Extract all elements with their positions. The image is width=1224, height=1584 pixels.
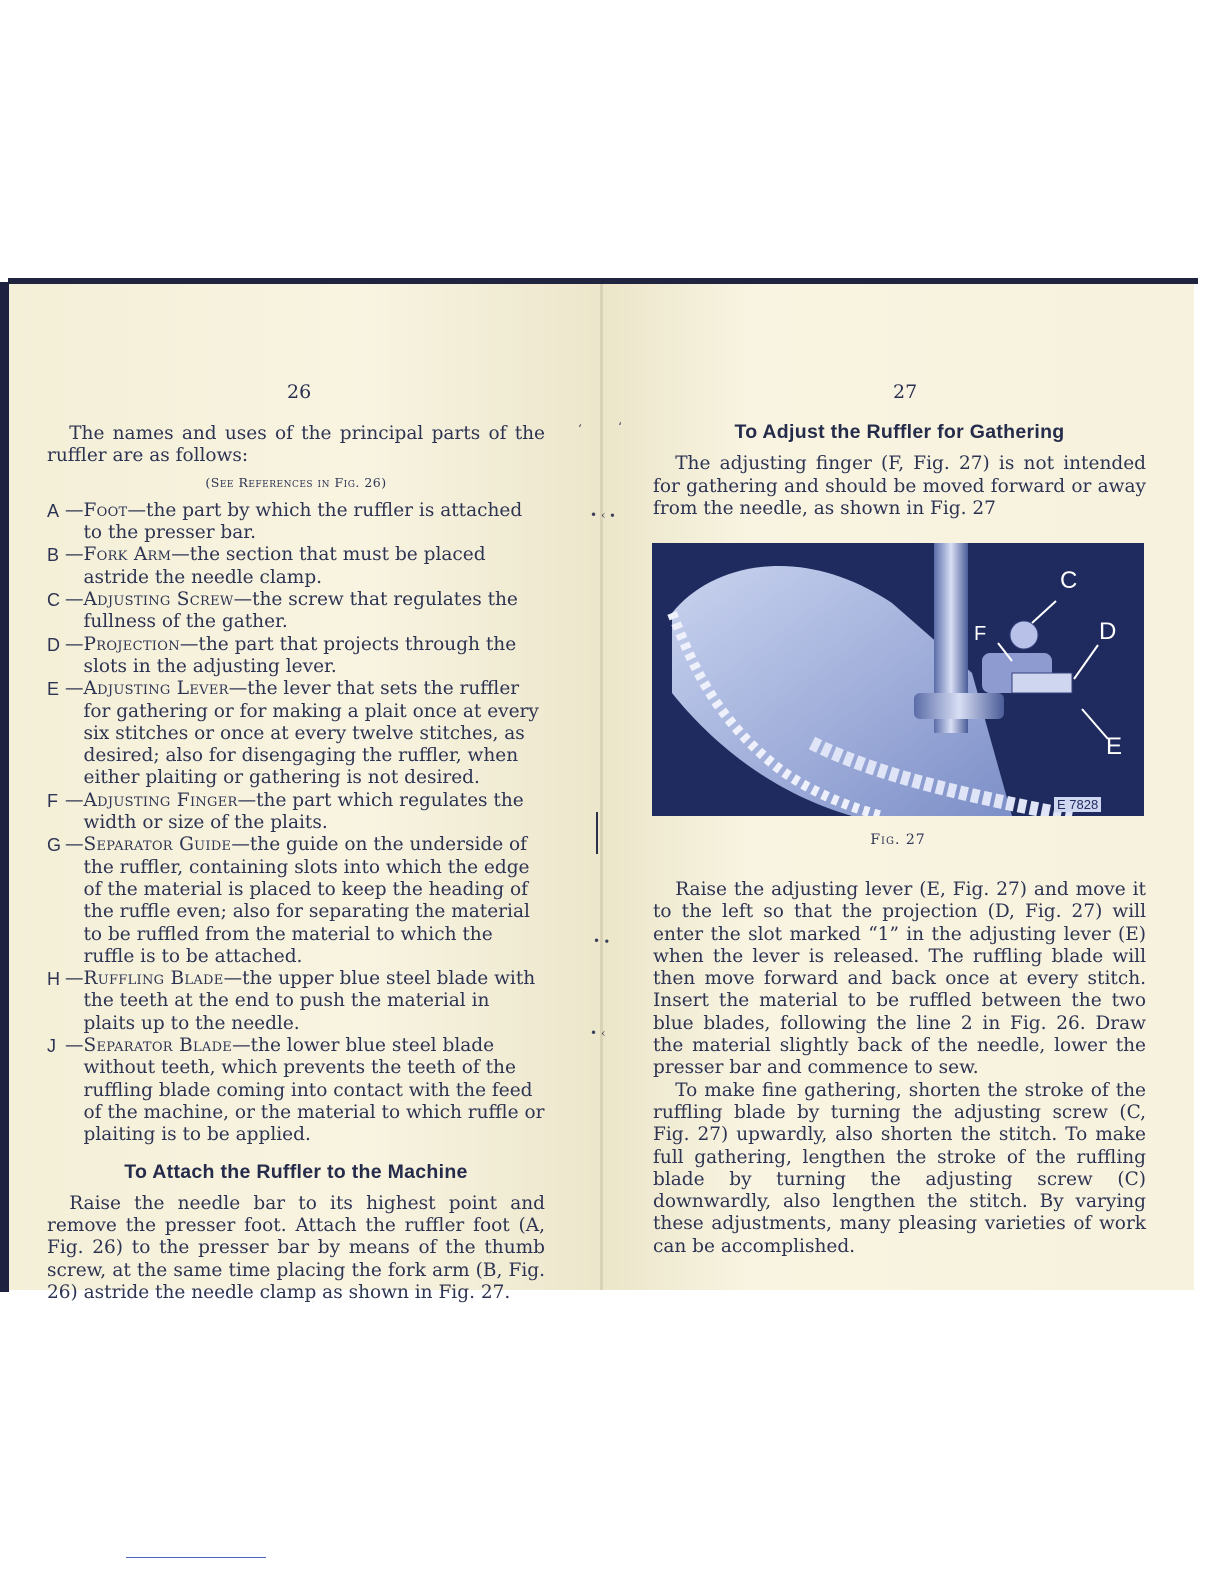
part-term: Fork Arm	[83, 544, 172, 566]
adjusting-screw	[1010, 621, 1038, 649]
attach-paragraph: Raise the needle bar to its highest point and remove the presser foot. Attach the ruffler foot (A, Fig. 26) to the presser bar by means of the thumb screw, at the same time placing the fork arm (B, Fig. 26) astride the needle clamp as shown in Fig. 27.	[47, 1192, 545, 1303]
gutter-line	[596, 812, 598, 854]
left-page-text	[47, 423, 545, 1304]
part-description: the section that must be placed astride the needle clamp.	[83, 544, 486, 588]
bottom-underline	[126, 1557, 266, 1558]
part-term: Ruffling Blade	[83, 968, 224, 990]
part-term: Separator Blade	[83, 1035, 233, 1057]
parts-list	[47, 500, 545, 1147]
part-description: the upper blue steel blade with the teeth at the end to push the material in plaits up to the needle.	[83, 968, 536, 1034]
ruffler-foot	[914, 693, 1004, 719]
adjusting-lever	[1012, 673, 1072, 693]
left-page-number: 26	[287, 381, 312, 403]
parts-intro: The names and uses of the principal parts of the ruffler are as follows:	[47, 423, 545, 467]
part-term: Adjusting Screw	[83, 589, 234, 611]
list-item: F — Adjusting Finger—the part which regulates the width or size of the plaits.	[47, 789, 524, 834]
list-item: E — Adjusting Lever—the lever that sets the ruffler for gathering or for making a plait once at every six stitches or once at every twelve stitches, as desired; also for disengaging the ruffler, when either plaiting or gathering is not desired.	[47, 678, 539, 789]
left-edge	[0, 282, 9, 1292]
right-page-top-text	[653, 421, 1146, 520]
list-item: J — Separator Blade—the lower blue steel blade without teeth, which prevents the teeth of the ruffling blade coming into contact with the feed of the machine, or the material to which ruffle or plaiting is to be applied.	[47, 1035, 545, 1146]
list-item: C — Adjusting Screw—the screw that regulates the fullness of the gather.	[47, 589, 518, 633]
part-description: the lever that sets the ruffler for gathering or for making a plait once at every six stitches or once at every twelve stitches, as desired; also for disengaging the ruffler, when either plaiting or gathering is not desired.	[83, 678, 539, 789]
gathering-paragraph-2: To make fine gathering, shorten the stroke of the ruffling blade by turning the adjusting screw (C, Fig. 27) upwardly, also shorten the stitch. To make full gathering, lengthen the stroke of the ruffling blade by turning the adjusting screw (C) downwardly, also lengthen the stitch. By varying these adjustments, many pleasing varieties of work can be accomplished.	[653, 1079, 1146, 1257]
figure-code: E 7828	[1054, 797, 1101, 812]
list-item: B — Fork Arm—the section that must be placed astride the needle clamp.	[47, 544, 486, 588]
part-term: Separator Guide	[83, 834, 232, 856]
list-item: G — Separator Guide—the guide on the underside of the ruffler, containing slots into which the edge of the material is placed to keep the heading of the ruffle even; also for separating the material to be ruffled from the material to which the ruffle is to be attached.	[47, 834, 530, 967]
gathering-heading: To Adjust the Ruffler for Gathering	[734, 421, 1065, 443]
part-description: the part by which the ruffler is attached to the presser bar.	[83, 499, 523, 544]
part-description: the part which regulates the width or size of the plaits.	[83, 789, 524, 834]
attach-heading: To Attach the Ruffler to the Machine	[124, 1160, 468, 1183]
part-description: the guide on the underside of the ruffler, containing slots into which the edge of the material is placed to keep the heading of the ruffle even; also for separating the material to be ruffled from the material to which the ruffle is to be attached.	[83, 834, 530, 967]
figure-label-c: C	[1060, 567, 1078, 594]
figure-label-e: E	[1106, 733, 1123, 760]
figure-label-d: D	[1099, 618, 1117, 645]
reference-note: (See References in Fig. 26)	[205, 474, 387, 490]
gutter	[600, 284, 603, 1290]
part-term: Foot	[83, 499, 128, 521]
figure-27-photo	[652, 543, 1144, 816]
right-page-number: 27	[893, 381, 918, 403]
gathering-intro: The adjusting finger (F, Fig. 27) is not intended for gathering and should be moved forward or away from the needle, as shown in Fig. 27	[653, 453, 1146, 519]
list-item: D — Projection—the part that projects through the slots in the adjusting lever.	[47, 633, 517, 677]
figure-caption: Fig. 27	[870, 832, 926, 848]
part-description: the part that projects through the slots in the adjusting lever.	[83, 633, 517, 677]
part-term: Projection	[83, 633, 180, 655]
part-description: the lower blue steel blade without teeth, which prevents the teeth of the ruffling blade coming into contact with the feed of the machine, or the material to which ruffle or plaiting is to be applied.	[83, 1035, 545, 1146]
part-term: Adjusting Lever	[83, 678, 229, 700]
list-item: A — Foot—the part by which the ruffler is attached to the presser bar.	[47, 499, 523, 544]
list-item: H — Ruffling Blade—the upper blue steel blade with the teeth at the end to push the material in plaits up to the needle.	[47, 968, 536, 1034]
gathering-paragraph-1: Raise the adjusting lever (E, Fig. 27) and move it to the left so that the projection (D, Fig. 27) will enter the slot marked “1” in the adjusting lever (E) when the lever is released. The ruffling blade will then move forward and back once at every stitch. Insert the material to be ruffled between the two blue blades, following the line 2 in Fig. 26. Draw the material slightly back of the needle, lower the presser bar and commence to sew.	[653, 879, 1146, 1079]
part-term: Adjusting Finger	[83, 789, 238, 811]
part-description: the screw that regulates the fullness of the gather.	[83, 589, 518, 633]
right-page-bottom-text	[653, 879, 1146, 1258]
figure-label-f: F	[974, 623, 987, 645]
